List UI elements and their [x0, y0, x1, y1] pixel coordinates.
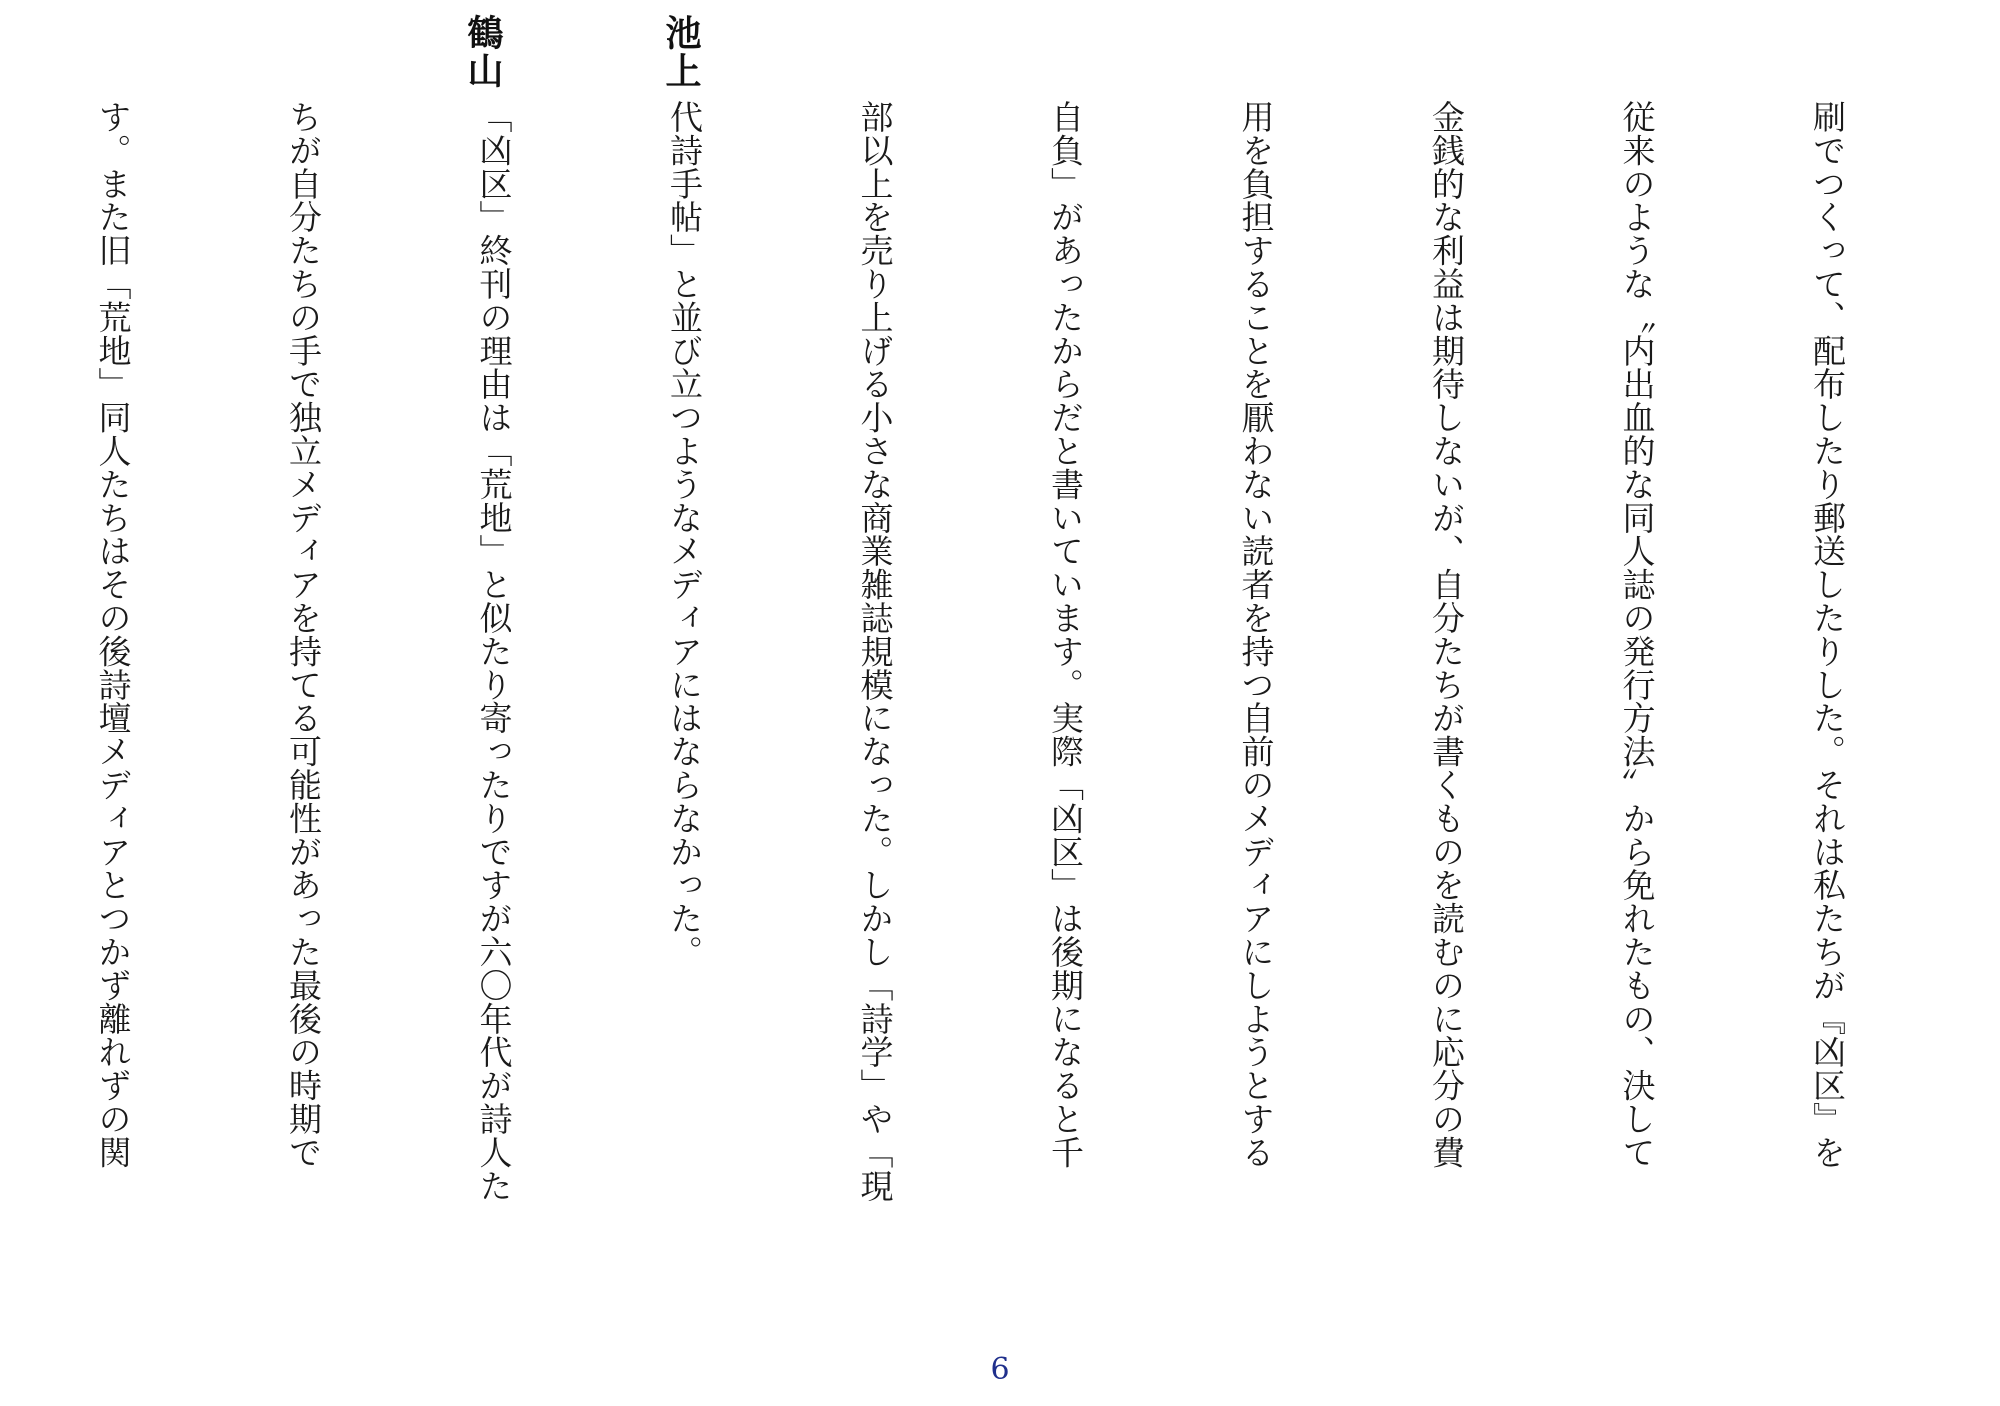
text-line: 「凶区」終刊の理由は「荒地」と似たり寄ったりですが六〇年代が詩人た: [474, 100, 514, 1203]
speaker-label-tsuruyama: 鶴山: [462, 14, 503, 90]
text-line: す。また旧「荒地」同人たちはその後詩壇メディアとつかず離れずの関: [93, 100, 133, 1169]
text-line: 金銭的な利益は期待しないが、自分たちが書くものを読むのに応分の費: [1427, 100, 1466, 1169]
text-line: 用を負担することを厭わない読者を持つ自前のメディアにしようとする: [1236, 100, 1276, 1169]
text-line: 代詩手帖」と並び立つようなメディアにはならなかった。: [665, 100, 704, 969]
text-line: 部以上を売り上げる小さな商業雑誌規模になった。しかし「詩学」や「現: [855, 100, 895, 1203]
text-line: 自負」があったからだと書いています。実際「凶区」は後期になると千: [1046, 100, 1085, 1169]
text-line: 刷でつくって、配布したり郵送したりした。それは私たちが『凶区』を: [1808, 100, 1847, 1169]
vertical-text-body: [14, 100, 1986, 1320]
page-number: 6: [990, 1352, 1010, 1387]
speaker-label-ikegami: 池上: [660, 14, 701, 90]
text-line: ちが自分たちの手で独立メディアを持てる可能性があった最後の時期で: [284, 100, 323, 1169]
text-line: 従来のような〝内出血的な同人誌の発行方法〟から免れたもの、決して: [1617, 100, 1657, 1169]
